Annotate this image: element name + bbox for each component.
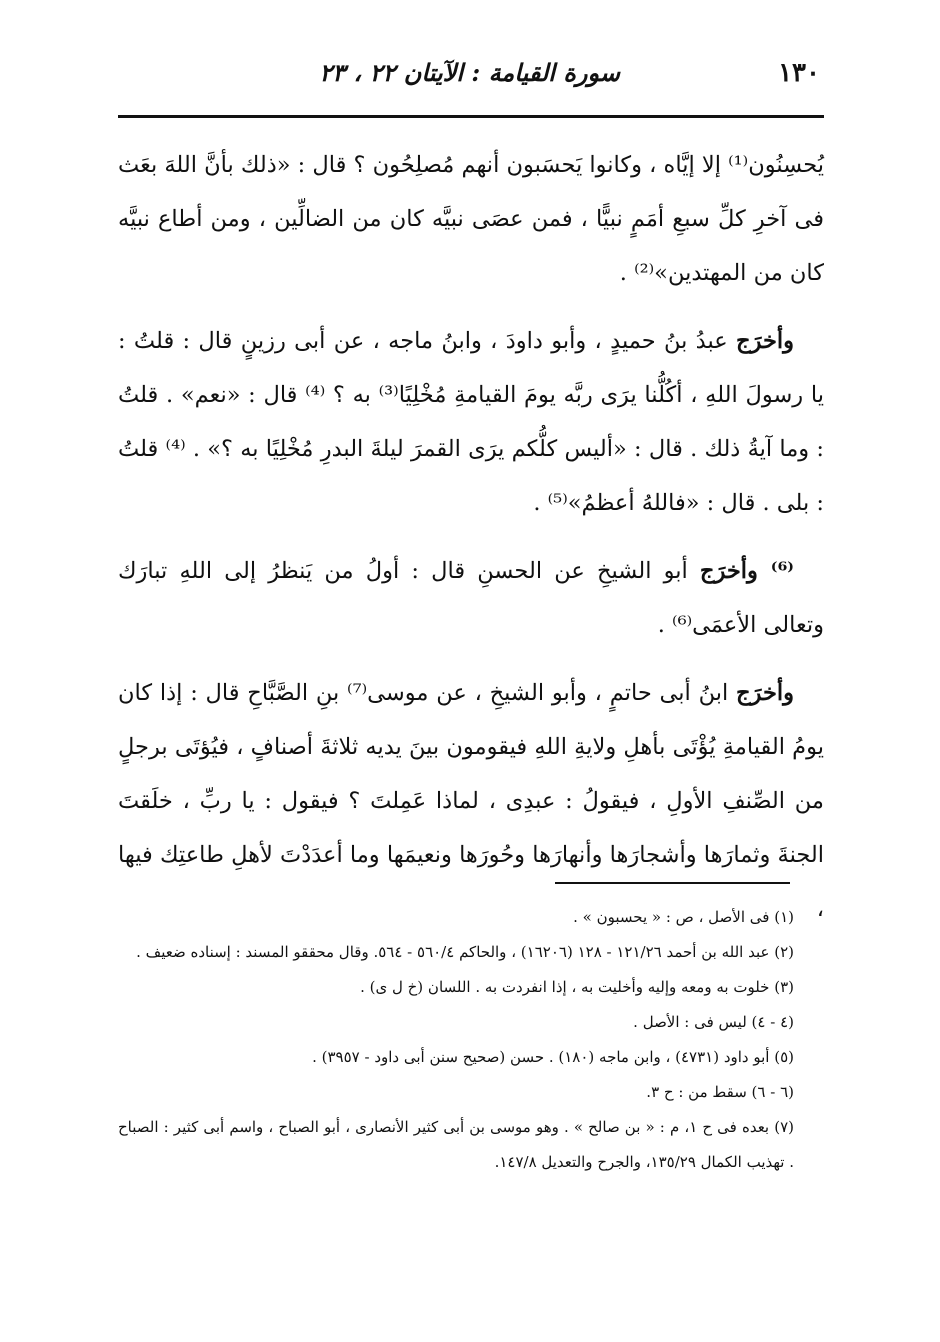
running-head: سورة القيامة : الآيتان ٢٢ ، ٢٣ bbox=[319, 58, 620, 87]
footnote: (٥) أبو داود (٤٧٣١) ، وابن ماجه (١٨٠) . حسن (صحيح سنن أبى داود - ٣٩٥٧) . bbox=[312, 1048, 794, 1066]
footnote: (٧) بعده فى ح ١، م : « بن صالح » . وهو موسى بن أبى كثير الأنصارى ، أبو الصباح ، واسم أبى كثير : الصباح . تهذيب الكمال ١٣٥/٢٩، والجرح والتعديل ١٤٧/٨. bbox=[118, 1118, 794, 1171]
footnote: (٣) خلوت به ومعه وإليه وأخليت به ، إذا انفردت به . اللسان (خ ل ى) . bbox=[360, 978, 794, 996]
header-divider bbox=[118, 115, 824, 118]
paragraph-text: عبدُ بنُ حميدٍ ، وأبو داودَ ، وابنُ ماجه ، عن أبى رزينٍ قال : قلتُ : يا رسولَ اللهِ ، أكُلُّنا يرَى ربَّه يومَ القيامةِ مُخْلِيًا⁽³⁾ به ؟ ⁽⁴⁾ قال : «نعم» . قلتُ : وما آيةُ ذلك . قال : «أليس كلُّكم يرَى القمرَ ليلةَ البدرِ مُخْلِيًا به ؟» . ⁽⁴⁾ قلتُ : بلى . قال : «فاللهُ أعظمُ»⁽⁵⁾ . bbox=[118, 328, 824, 516]
paragraph bbox=[118, 666, 824, 936]
paragraph-text: أبو الشيخِ عن الحسنِ قال : أولُ من يَنظرُ إلى اللهِ تبارَك وتعالى الأعمَى⁽⁶⁾ . bbox=[118, 558, 824, 638]
main-text bbox=[118, 138, 824, 950]
footnotes bbox=[118, 900, 824, 1180]
footnote-divider bbox=[555, 882, 790, 884]
paragraph-text: ابنُ أبى حاتمٍ ، وأبو الشيخِ ، عن موسى⁽⁷⁾ بنِ الصَّبَّاحِ قال : إذا كان يومُ القيامةِ يُؤْتَى بأهلِ ولايةِ اللهِ فيقومون بينَ يديه ثلاثةَ أصنافٍ ، فيُؤتَى برجلٍ من الصِّنفِ الأولِ ، فيقولُ : عبدِى ، لماذا عَمِلتَ ؟ فيقول : يا ربِّ ، خلَقتَ الجنةَ وثمارَها وأشجارَها وأنهارَها وحُورَها ونعيمَها وما أعدَدْتَ لأهلِ طاعتِك فيها ، bbox=[118, 680, 824, 922]
paragraph-lead: وأخرَج bbox=[736, 680, 794, 706]
paragraph bbox=[118, 314, 824, 530]
paragraph-text: يُحسِنُون⁽¹⁾ إلا إيَّاه ، وكانوا يَحسَبون أنهم مُصلِحُون ؟ قال : «ذلك بأنَّ اللهَ بعَث فى آخرِ كلِّ سبعِ أمَمٍ نبيًّا ، فمن عصَى نبيَّه كان من الضالِّين ، ومن أطاع نبيَّه كان من المهتدين»⁽²⁾ . bbox=[118, 152, 824, 286]
footnote: (٤ - ٤) ليس فى : الأصل . bbox=[633, 1013, 794, 1031]
paragraph bbox=[118, 138, 824, 300]
footnote: (٦ - ٦) سقط من : ح ٣. bbox=[646, 1083, 794, 1101]
paragraph-lead: وأخرَج bbox=[736, 328, 794, 354]
footnote: (٢) عبد الله بن أحمد ١٢١/٢٦ - ١٢٨ (١٦٢٠٦) ، والحاكم ٥٦٠/٤ - ٥٦٤. وقال محققو المسند : إسناده ضعيف . bbox=[136, 943, 794, 961]
page-header bbox=[120, 58, 820, 98]
footnote: (١) فى الأصل ، ص : « يحسبون » . bbox=[573, 908, 794, 926]
page-number: ١٣٠ bbox=[778, 58, 820, 88]
paragraph bbox=[118, 544, 824, 652]
paragraph-lead: ⁽⁶⁾ وأخرَج bbox=[699, 558, 794, 584]
